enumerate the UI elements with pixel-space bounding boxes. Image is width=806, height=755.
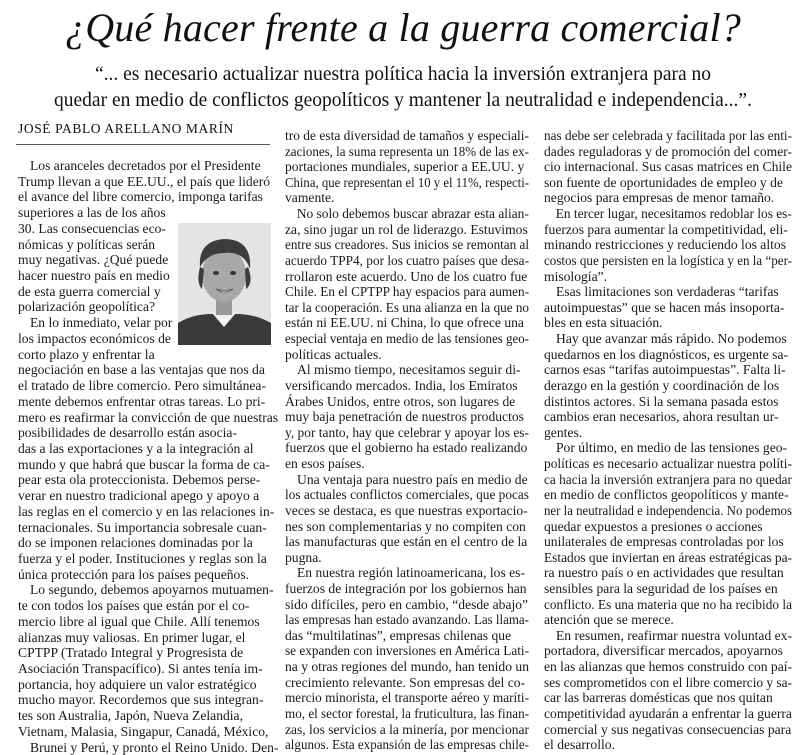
article-line: minando restricciones y reduciendo los altos — [544, 237, 786, 253]
article-line: Vietnam, Malasia, Singapur, Canadá, México, — [18, 723, 269, 739]
article-line: son fuente de oportunidades de empleo y de — [544, 174, 783, 190]
article-line: ner la neutralidad e independencia. No podemos — [544, 502, 792, 518]
article-line: mercio minorista, el transporte aéreo y maríti- — [285, 690, 530, 706]
article-line: 30. Las consecuencias eco- — [18, 220, 166, 236]
article-line: Árabes Unidos, entre otros, son lugares de — [285, 393, 516, 409]
article-line: zaciones, la suma representa un 18% de las ex- — [285, 143, 529, 159]
article-line: nas debe ser celebrada y facilitada por las enti- — [544, 128, 793, 143]
article-column-3 — [544, 0, 806, 753]
article-line: muy negativas. ¿Qué puede — [18, 252, 169, 268]
article-line: mundo y que habrá que buscar la forma de ca- — [18, 456, 270, 472]
article-line: tar la cooperación. Es una alianza en la que no — [285, 299, 530, 315]
article-line: polarización geopolítica? — [18, 299, 156, 315]
article-line: CPTPP (Tratado Integral y Progresista de — [18, 645, 244, 661]
article-column-1 — [18, 0, 280, 755]
article-line: No solo debemos buscar abrazar esta alian- — [296, 206, 529, 222]
article-line: Hay que avanzar más rápido. No podemos — [556, 331, 787, 347]
article-line: vamente. — [285, 190, 335, 206]
article-line: acuerdo TPP4, por los cuatro países que desa- — [285, 252, 530, 268]
author-byline: JOSÉ PABLO ARELLANO MARÍN — [18, 121, 234, 136]
author-portrait-icon — [178, 223, 271, 345]
article-line: de esta guerra comercial y — [18, 283, 161, 299]
article-line: Por último, en medio de las tensiones geo- — [556, 440, 788, 456]
article-line: zas, los servicios a la minería, por mencionar — [285, 721, 530, 737]
article-line: conflicto. Es una materia que no ha recibido la — [544, 596, 792, 612]
article-line: algunos. Esta expansión de las empresas chile- — [285, 737, 530, 753]
article-line: corto plazo y enfrentar la — [18, 346, 155, 362]
article-line: car las barreras domésticas que nos quitan — [544, 690, 773, 706]
article-line: las reglas en el comercio y en las relaciones in- — [18, 503, 275, 519]
article-line: Chile. En el CPTPP hay espacios para aumen- — [285, 284, 530, 300]
article-line: quedar expuestos a presiones o acciones — [544, 518, 763, 534]
article-line: comercial y sus negativas consecuencias para — [544, 721, 792, 737]
article-line: ra nuestro país o en actividades que resultan — [544, 565, 784, 581]
article-line: sensibles para la seguridad de los países en — [544, 580, 778, 596]
article-line: pear esta ola proteccionista. Debemos perse- — [18, 472, 261, 488]
article-line: el avance del libre comercio, imponga tarifas — [18, 189, 263, 205]
article-line: das “multilatinas”, empresas chilenas que — [285, 627, 512, 643]
article-line: te con todos los países que están por el co- — [18, 598, 250, 614]
article-line: En resumen, reafirmar nuestra voluntad ex- — [555, 627, 792, 643]
author-photo — [178, 223, 271, 345]
article-line: ternacionales. Su importancia sobresale cuan- — [18, 519, 267, 535]
article-line: tro de esta diversidad de tamaños y especiali- — [285, 128, 530, 143]
article-line: en medio de conflictos geopolíticos y mante- — [544, 487, 789, 503]
article-line: carnos esas “tarifas autoimpuestas”. Falta li- — [544, 362, 786, 378]
article-line: pugna. — [285, 549, 322, 565]
article-line: nómicas y políticas serán — [18, 236, 156, 252]
article-line: versificando mercados. India, los Emiratos — [285, 377, 518, 393]
article-line: los impactos económicos de — [18, 330, 171, 346]
article-line: China, que representan el 10 y el 11%, respecti- — [285, 174, 529, 190]
article-line: das a las exportaciones y a la integración al — [18, 440, 254, 456]
article-column-2 — [285, 0, 547, 753]
article-line: derazgo en la gestión y coordinación de los — [544, 377, 780, 393]
article-line: Lo segundo, debemos apoyarnos mutuamen- — [30, 582, 274, 598]
article-line: los actuales conflictos comerciales, que pocas — [285, 487, 529, 503]
article-line: za, sino jugar un rol de liderazgo. Estuvimos — [285, 221, 528, 237]
article-line: se expanden con inversiones en América Lati- — [285, 643, 529, 659]
article-line: entre sus creadores. Sus inicios se remontan al — [285, 237, 530, 253]
article-line: do se imponen relaciones dominadas por la — [18, 535, 253, 551]
article-line: Trump llevan a que EE.UU., el país que lideró — [18, 173, 271, 189]
article-line: na y otras regiones del mundo, han tenido un — [285, 659, 529, 675]
article-line: en esos países. — [285, 456, 365, 472]
article-line: en las alianzas que hemos construido con paí- — [544, 659, 792, 675]
article-line: En nuestra región latinoamericana, los es- — [297, 565, 525, 581]
article-line: En tercer lugar, necesitamos redoblar los es- — [555, 206, 792, 222]
article-line: están ni EE.UU. ni China, lo que ofrece una — [285, 315, 524, 331]
article-line: portaciones mundiales, superior a EE.UU. y — [285, 159, 525, 175]
article-line: atención que se merece. — [544, 612, 674, 628]
article-line: Al mismo tiempo, necesitamos seguir di- — [297, 362, 521, 378]
article-line: Una ventaja para nuestro país en medio de — [297, 471, 528, 487]
article-line: mente debemos enfrentar otras tareas. Lo pri- — [18, 393, 266, 409]
article-line: negocios para empresas de menor tamaño. — [544, 190, 775, 206]
article-line: En lo inmediato, velar por — [30, 315, 173, 331]
article-line: bles en esta situación. — [544, 315, 663, 331]
article-line: mucho mayor. Recordemos que sus integran- — [18, 692, 264, 708]
article-line: Estados que inviertan en áreas estratégicas pa- — [544, 549, 793, 565]
article-line: políticas actuales. — [285, 346, 382, 362]
article-line: mo, el sector forestal, la fruticultura, las finan- — [285, 705, 530, 721]
article-line: portadora, diversificar mercados, apoyarnos — [544, 643, 783, 659]
article-line: dades reguladoras y de promoción del comer- — [544, 143, 793, 159]
article-line: negociación en base a las ventajas que nos da — [18, 362, 265, 378]
article-line: especial ventaja en medio de las tensiones geo- — [285, 331, 529, 347]
pull-quote-line: “... es necesario actualizar nuestra política hacia la inversión extranjera para no — [94, 64, 712, 85]
article-line: portancia, hoy adquiere un valor estratégico — [18, 676, 257, 692]
article-line: competitividad ayudarán a enfrentar la guerra — [544, 705, 792, 721]
article-line: alianzas muy valiosas. En primer lugar, el — [18, 629, 246, 645]
article-line: superiores a las de los años — [18, 205, 166, 221]
article-line: nes son complementarias y no compiten con — [285, 518, 526, 534]
article-line: ca hacia la inversión extranjera para no quedar — [544, 471, 793, 487]
article-line: gentes. — [544, 424, 583, 440]
article-line: cio internacional. Sus casas matrices en Chile — [544, 159, 792, 175]
article-line: posibilidades de desarrollo están asocia- — [18, 425, 237, 441]
article-line: verar en nuestro tradicional apego y apoyo a — [18, 488, 260, 504]
article-line: políticas es necesario actualizar nuestra políti- — [544, 456, 792, 472]
article-line: ses comprometidos con el libre comercio y sa- — [544, 674, 793, 690]
article-line: Esas limitaciones son verdaderas “tarifas — [556, 284, 779, 300]
article-line: autoimpuestas” que se hacen más insoporta- — [544, 299, 785, 315]
pull-quote-line: quedar en medio de conflictos geopolíticos y mantener la neutralidad e independencia...”. — [54, 90, 752, 111]
article-line: las manufacturas que están en el centro de la — [285, 534, 528, 550]
article-line: veces se destaca, es que nuestras exportacio- — [285, 502, 528, 518]
article-line: y, por tanto, hay que celebrar y apoyar los es- — [285, 424, 530, 440]
article-line: unilaterales de empresas controladas por los — [544, 534, 784, 550]
article-line: quedarnos en los diagnósticos, es urgente sa- — [544, 346, 789, 362]
article-line: fuerzos de integración por los gobiernos han — [285, 580, 527, 596]
article-line: Brunei y Perú, y pronto el Reino Unido. Den- — [30, 739, 279, 755]
article-line: Los aranceles decretados por el Presidente — [30, 158, 261, 173]
article-line: fuerzos que el gobierno ha estado realizando — [285, 440, 528, 456]
article-line: misología”. — [544, 268, 608, 284]
article-line: mercio libre al igual que Chile. Allí tenemos — [18, 613, 260, 629]
article-line: fuerzos para aumentar la competitividad, eli- — [544, 221, 788, 237]
article-line: mero es reafirmar la convicción de que nuestras — [18, 409, 279, 425]
article-line: el tratado de libre comercio. Pero simultánea- — [18, 378, 266, 394]
article-line: distintos actores. Si la semana pasada estos — [544, 393, 779, 409]
article-line: sido difíciles, pero en cambio, “desde abajo” — [285, 596, 529, 612]
article-line: cambios eran necesarios, ahora resultan ur- — [544, 409, 779, 425]
article-line: fuerza y el poder. Instituciones y reglas son la — [18, 551, 267, 566]
article-line: costos que persisten en la logística y en la “per- — [544, 252, 793, 268]
article-headline: ¿Qué hacer frente a la guerra comercial? — [65, 5, 741, 50]
article-line: rrollaron este acuerdo. Uno de los cuatro fue — [285, 268, 528, 284]
article-line: las empresas han estado avanzando. Las llama- — [285, 612, 529, 628]
article-line: Asociación Transpacífico). Si antes tenía im- — [18, 661, 263, 677]
article-line: el desarrollo. — [544, 737, 615, 753]
article-line: crecimiento relevante. Son empresas del co- — [285, 674, 526, 690]
article-line: hacer nuestro país en medio — [18, 268, 170, 284]
article-line: única protección para los países pequeños. — [18, 566, 250, 582]
article-line: tes son Australia, Japón, Nueva Zelandia, — [18, 708, 243, 724]
article-line: muy baja penetración de nuestros productos — [285, 409, 524, 425]
